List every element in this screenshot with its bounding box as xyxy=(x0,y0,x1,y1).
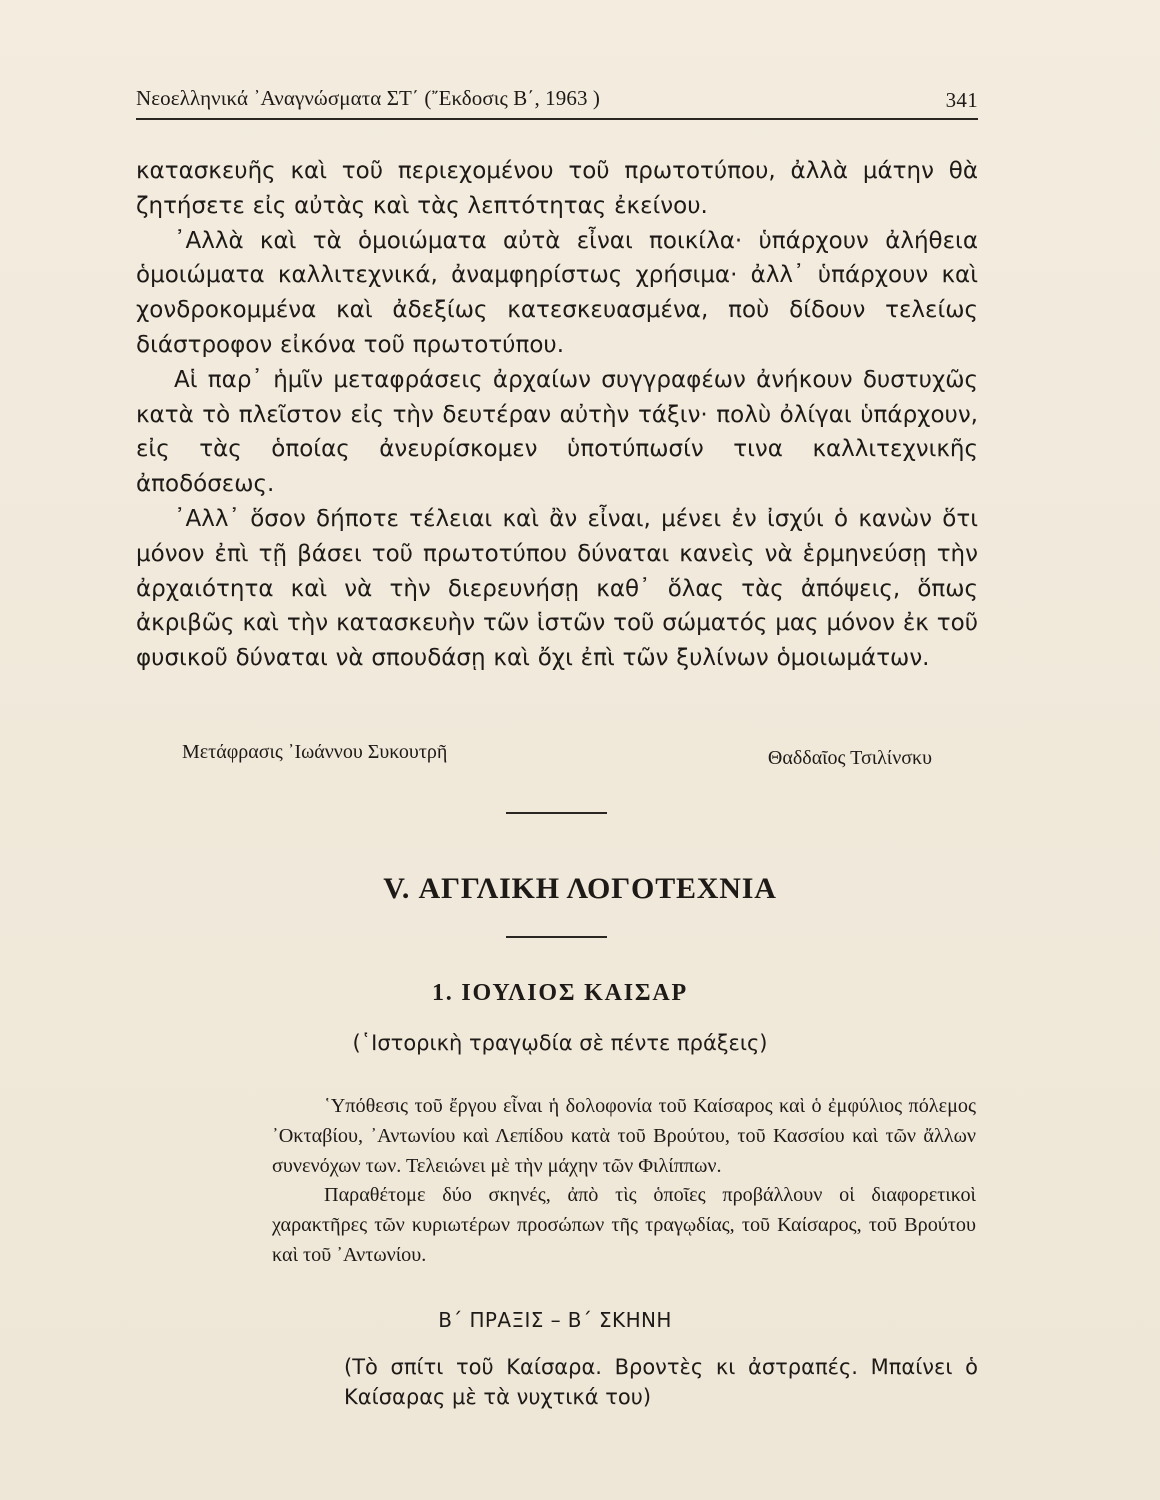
author-credit: Θαδδαῖος Τσιλίνσκυ xyxy=(767,747,932,769)
intro-paragraph-1: ῾Υπόθεσις τοῦ ἔργου εἶναι ἡ δολοφονία τοῦ Καίσαρος καὶ ὁ ἐμφύλιος πόλεμος ᾿Οκταβίου, ᾿Αντωνίου καὶ Λεπίδου κατὰ τοῦ Βρούτου, τοῦ Κασσίου καὶ τῶν ἄλλων συνενόχων των. Τελειώνει μὲ τὴν μάχην τῶν Φιλίππων. xyxy=(272,1095,976,1177)
section-title: V. ΑΓΓΛΙΚΗ ΛΟΓΟΤΕΧΝΙΑ xyxy=(383,872,777,905)
section-divider-top xyxy=(506,812,607,814)
main-body-text xyxy=(136,154,978,676)
stage-direction: (Τὸ σπίτι τοῦ Καίσαρα. Βροντὲς κι ἀστραπές. Μπαίνει ὁ Καίσαρας μὲ τὰ νυχτικά του) xyxy=(344,1355,978,1409)
page-number: 341 xyxy=(945,88,978,112)
header-rule xyxy=(136,118,978,120)
section-divider-bottom xyxy=(506,936,607,938)
work-introduction xyxy=(272,1092,976,1271)
body-paragraph-3: Αἱ παρ᾿ ἡμῖν μεταφράσεις ἀρχαίων συγγραφέων ἀνήκουν δυστυχῶς κατὰ τὸ πλεῖστον εἰς τὴν δευτέραν αὐτὴν τάξιν· πολὺ ὀλίγαι ὑπάρχουν, εἰς τὰς ὁποίας ἀνευρίσκομεν ὑποτύπωσίν τινα καλλιτεχνικῆς ἀποδόσεως. xyxy=(136,366,978,498)
running-title: Νεοελληνικά ᾿Αναγνώσματα ΣΤ΄ (῎Εκδοσις Β΄, 1963 ) xyxy=(136,86,601,110)
intro-paragraph-2: Παραθέτομε δύο σκηνές, ἀπὸ τὶς ὁποῖες προβάλλουν οἱ διαφορετικοὶ χαρακτῆρες τῶν κυριωτέρων προσώπων τῆς τραγῳδίας, τοῦ Καίσαρος, τοῦ Βρούτου καὶ τοῦ ᾿Αντωνίου. xyxy=(272,1184,976,1266)
translator-credit: Μετάφρασις ᾿Ιωάννου Συκουτρῆ xyxy=(182,741,448,763)
body-paragraph-1: κατασκευῆς καὶ τοῦ περιεχομένου τοῦ πρωτοτύπου, ἀλλὰ μάτην θὰ ζητήσετε εἰς αὐτὰς καὶ τὰς λεπτότητας ἐκείνου. xyxy=(136,158,978,219)
signature-line xyxy=(182,741,932,773)
scene-heading: Β΄ ΠΡΑΞΙΣ – Β΄ ΣΚΗΝΗ xyxy=(438,1308,672,1332)
work-subtitle: (῾Ιστορικὴ τραγῳδία σὲ πέντε πράξεις) xyxy=(352,1031,768,1055)
body-paragraph-2: ᾿Αλλὰ καὶ τὰ ὁμοιώματα αὐτὰ εἶναι ποικίλα· ὑπάρχουν ἀλήθεια ὁμοιώματα καλλιτεχνικά, ἀναμφηρίστως χρήσιμα· ἀλλ᾿ ὑπάρχουν καὶ χονδροκομμένα καὶ ἀδεξίως κατεσκευασμένα, ποὺ δίδουν τελείως διάστροφον εἰκόνα τοῦ πρωτοτύπου. xyxy=(136,227,978,358)
work-title: 1. ΙΟΥΛΙΟΣ ΚΑΙΣΑΡ xyxy=(431,980,689,1006)
running-header xyxy=(136,86,978,114)
body-paragraph-4: ᾿Αλλ᾿ ὅσον δήποτε τέλειαι καὶ ἂν εἶναι, μένει ἐν ἰσχύι ὁ κανὼν ὅτι μόνον ἐπὶ τῇ βάσει τοῦ πρωτοτύπου δύναται κανεὶς νὰ ἑρμηνεύσῃ τὴν ἀρχαιότητα καὶ νὰ τὴν διερευνήσῃ καθ᾿ ὅλας τὰς ἀπόψεις, ὅπως ἀκριβῶς καὶ τὴν κατασκευὴν τῶν ἱστῶν τοῦ σώματός μας μόνον ἐκ τοῦ φυσικοῦ δύναται νὰ σπουδάσῃ καὶ ὄχι ἐπὶ τῶν ξυλίνων ὁμοιωμάτων. xyxy=(136,505,978,672)
